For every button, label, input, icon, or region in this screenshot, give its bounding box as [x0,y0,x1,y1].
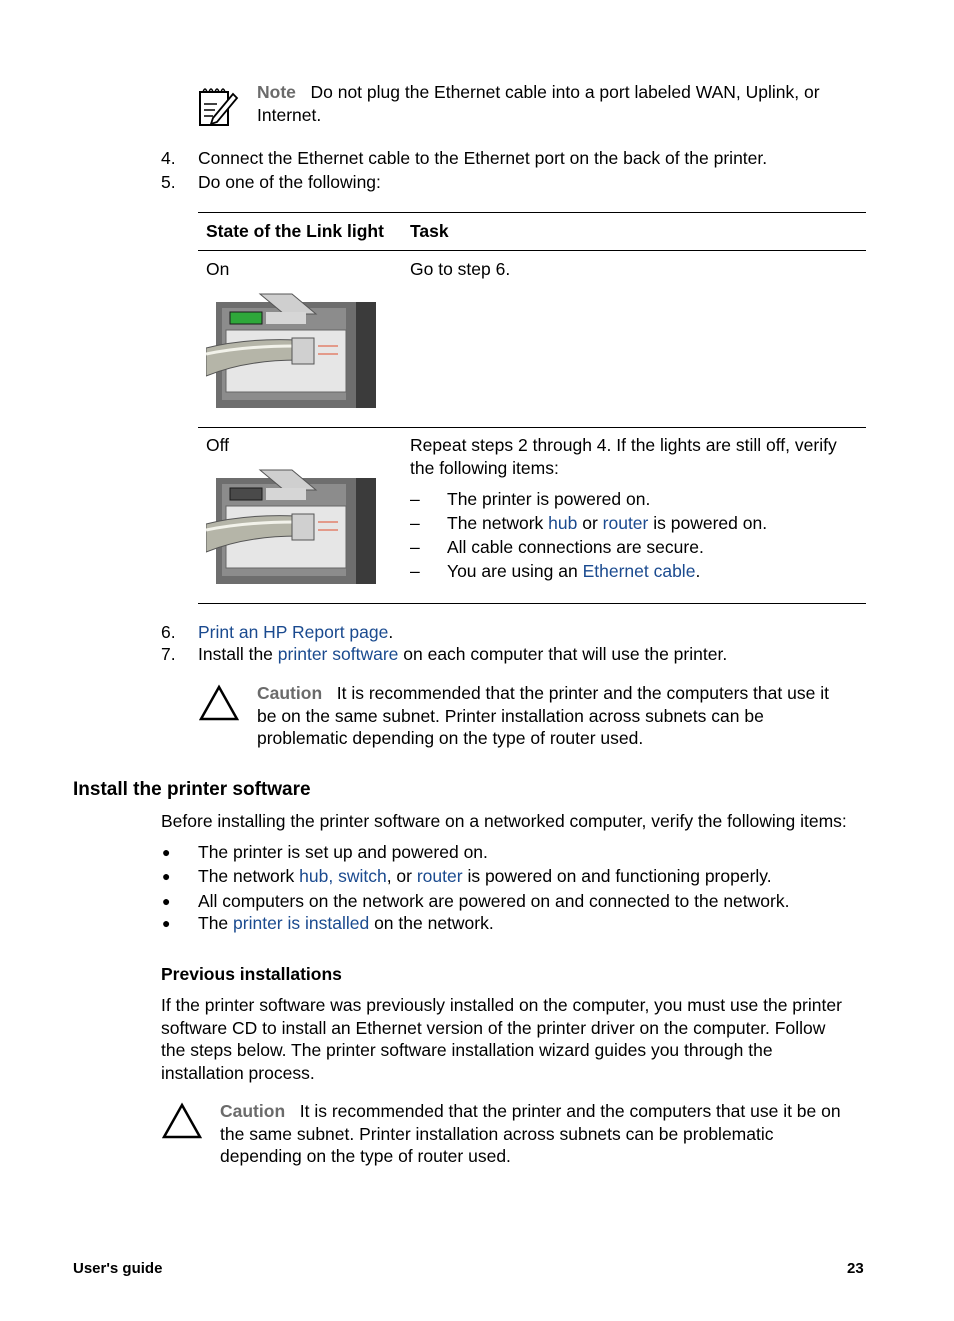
dash-4: – [410,561,420,581]
list-item-4 [198,912,494,935]
step-4-text: Connect the Ethernet cable to the Ethernet port on the back of the printer. [198,148,768,168]
caution-text [257,682,877,750]
list-item-3: All computers on the network are powered on and connected to the network. [198,891,790,911]
table-row-rule [198,427,866,428]
printer-installed-link[interactable]: printer is installed [233,913,370,933]
row-on-task: Go to step 6. [410,259,511,279]
check-item-3: All cable connections are secure. [447,537,704,557]
dash-1: – [410,489,420,509]
note-text [257,81,877,126]
printer-link-off-image [206,468,378,593]
ethernet-cable-link[interactable]: Ethernet cable [582,561,696,581]
check-item-2 [447,512,767,535]
check-item-4 [447,560,700,583]
list-item-2 [198,865,772,888]
caution-label: Caution [257,683,323,703]
print-report-link[interactable]: Print an HP Report page [198,622,389,642]
subsection-heading: Previous installations [161,964,342,984]
check-item-2-pre: The network [447,513,549,533]
bullet-3: ● [162,893,171,909]
check-item-4-pre: You are using an [447,561,583,581]
previous-line2: software CD to install an Ethernet version of the printer driver on the computer. Follow [161,1017,826,1038]
caution-icon [199,684,239,722]
table-header-task: Task [410,221,449,241]
check-item-1: The printer is powered on. [447,489,651,509]
step-5-text: Do one of the following: [198,172,381,192]
bullet-2: ● [162,868,171,884]
caution-line3: problematic depending on the type of router used. [257,728,644,748]
list-item-4-post: on the network. [369,913,494,933]
step-7-pre: Install the [198,644,278,664]
step-7-text [198,643,727,666]
list-item-1: The printer is set up and powered on. [198,842,488,862]
caution-text-2 [220,1100,880,1168]
printer-link-on-image [206,292,378,417]
footer-guide-title: User's guide [73,1260,163,1277]
bullet-4: ● [162,915,171,931]
table-top-rule [198,212,866,213]
list-item-2-post: is powered on and functioning properly. [462,866,772,886]
step-7-number: 7. [161,644,176,664]
page-number: 23 [847,1260,864,1277]
check-item-4-post: . [695,561,701,581]
note-icon [197,84,239,128]
previous-line1: If the printer software was previously installed on the computer, you must use the printer [161,995,842,1015]
note-line1: Do not plug the Ethernet cable into a port labeled WAN, Uplink, or [310,82,820,102]
list-item-4-pre: The [198,913,234,933]
table-header-rule [198,250,866,251]
caution2-line2: the same subnet. Printer installation across subnets can be problematic [220,1123,774,1144]
dash-3: – [410,537,420,557]
previous-line4: installation process. [161,1062,315,1083]
step-6-number: 6. [161,622,176,642]
row-off-state: Off [206,435,230,455]
check-item-2-mid: or [577,513,603,533]
router-link-2[interactable]: router [416,866,463,886]
step-5-number: 5. [161,172,176,192]
row-on-state: On [206,259,230,279]
dash-2: – [410,513,420,533]
caution-line1: It is recommended that the printer and the computers that use it [336,683,829,703]
list-item-2-mid: , or [386,866,417,886]
table-header-state: State of the Link light [206,221,384,241]
step-7-post: on each computer that will use the printer. [398,644,728,664]
list-item-2-pre: The network [198,866,300,886]
hub-link[interactable]: hub [548,513,578,533]
note-label: Note [257,82,296,102]
step-6-post: . [388,622,394,642]
previous-line3: the steps below. The printer software installation wizard guides you through the [161,1040,773,1060]
caution-icon-2 [162,1102,202,1140]
printer-software-link[interactable]: printer software [277,644,399,664]
caution2-line1: It is recommended that the printer and the computers that use it be on [299,1101,841,1121]
section-intro: Before installing the printer software on a networked computer, verify the following items: [161,811,847,831]
section-heading: Install the printer software [73,779,311,800]
row-off-task [410,434,866,479]
step-4-number: 4. [161,148,176,168]
row-off-task-line2: the following items: [410,457,559,478]
table-bottom-rule [198,603,866,604]
row-off-task-line1: Repeat steps 2 through 4. If the lights are still off, verify [410,435,837,455]
router-link[interactable]: router [602,513,649,533]
caution-label-2: Caution [220,1101,286,1121]
bullet-1: ● [162,844,171,860]
previous-paragraph [161,994,871,1084]
caution2-line3: depending on the type of router used. [220,1146,511,1166]
note-line2: Internet. [257,104,322,125]
hub-switch-link[interactable]: hub, switch [299,866,387,886]
step-6-text [198,621,393,644]
caution-line2: be on the same subnet. Printer installation across subnets can be [257,705,764,726]
check-item-2-post: is powered on. [648,513,768,533]
